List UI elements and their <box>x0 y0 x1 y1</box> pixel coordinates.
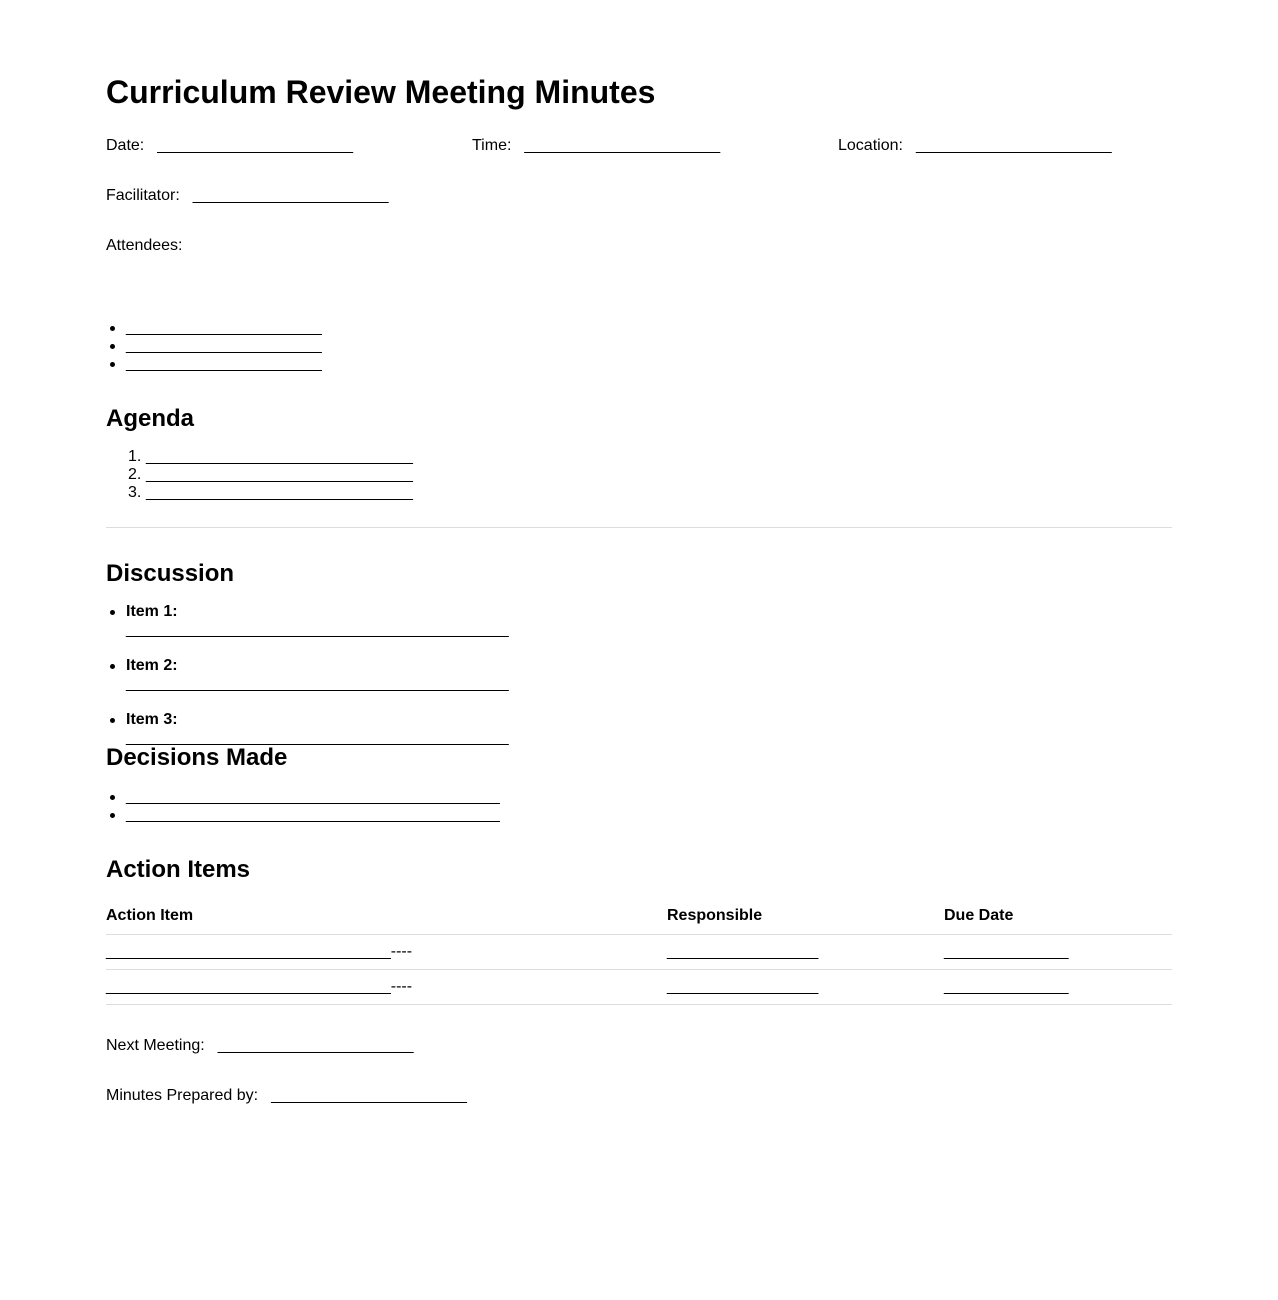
column-header-action-item: Action Item <box>106 898 667 935</box>
decision-blank[interactable]: __________________________________________ <box>106 806 500 824</box>
attendees-list <box>106 319 322 373</box>
agenda-blank[interactable]: ______________________________ <box>146 466 413 483</box>
agenda-heading: Agenda <box>106 405 195 432</box>
location-blank[interactable]: ______________________ <box>915 137 1112 154</box>
attendees-label: Attendees: <box>106 237 183 254</box>
prepared-by-blank[interactable]: ______________________ <box>271 1087 467 1104</box>
location-label: Location: <box>838 137 903 154</box>
discussion-item-label: Item 2: <box>126 657 178 674</box>
table-row <box>106 970 1172 1005</box>
agenda-number: 2. <box>128 466 142 483</box>
next-meeting-label: Next Meeting: <box>106 1037 205 1054</box>
discussion-blank[interactable]: ___________________________________________ <box>126 621 509 638</box>
discussion-item[interactable] <box>106 657 509 693</box>
agenda-item[interactable] <box>106 484 413 502</box>
action-items-table <box>106 898 1172 1005</box>
facilitator-blank[interactable]: ______________________ <box>192 187 389 204</box>
action-item-cell[interactable]: ________________________________---- <box>106 935 667 970</box>
decisions-heading: Decisions Made <box>106 744 288 771</box>
column-header-responsible: Responsible <box>667 898 944 935</box>
action-item-cell[interactable]: ________________________________---- <box>106 970 667 1005</box>
responsible-cell[interactable]: _________________ <box>667 935 944 970</box>
due-date-cell[interactable]: ______________ <box>944 935 1172 970</box>
responsible-cell[interactable]: _________________ <box>667 970 944 1005</box>
page-title: Curriculum Review Meeting Minutes <box>106 74 656 110</box>
discussion-item-label: Item 1: <box>126 603 178 620</box>
attendee-blank[interactable]: ______________________ <box>106 337 322 355</box>
time-field[interactable] <box>472 136 720 156</box>
agenda-number: 3. <box>128 484 142 501</box>
time-label: Time: <box>472 137 512 154</box>
agenda-item[interactable] <box>106 466 413 484</box>
location-field[interactable] <box>838 136 1112 156</box>
table-row <box>106 935 1172 970</box>
agenda-list <box>106 448 413 502</box>
column-header-due-date: Due Date <box>944 898 1172 935</box>
discussion-item[interactable] <box>106 603 509 639</box>
action-items-heading: Action Items <box>106 856 251 883</box>
decision-blank[interactable]: __________________________________________ <box>106 788 500 806</box>
discussion-blank[interactable]: ___________________________________________ <box>126 675 509 692</box>
due-date-cell[interactable]: ______________ <box>944 970 1172 1005</box>
section-divider <box>106 527 1172 528</box>
attendee-blank[interactable]: ______________________ <box>106 355 322 373</box>
next-meeting-blank[interactable]: ______________________ <box>217 1037 414 1054</box>
discussion-heading: Discussion <box>106 560 235 587</box>
prepared-by-label: Minutes Prepared by: <box>106 1087 259 1104</box>
date-blank[interactable]: ______________________ <box>157 137 354 154</box>
next-meeting-field[interactable] <box>106 1036 413 1056</box>
facilitator-label: Facilitator: <box>106 187 180 204</box>
facilitator-field[interactable] <box>106 186 389 206</box>
date-field[interactable] <box>106 136 353 156</box>
agenda-blank[interactable]: ______________________________ <box>146 448 413 465</box>
agenda-number: 1. <box>128 448 142 465</box>
time-blank[interactable]: ______________________ <box>524 137 721 154</box>
date-label: Date: <box>106 137 145 154</box>
agenda-item[interactable] <box>106 448 413 466</box>
attendee-blank[interactable]: ______________________ <box>106 319 322 337</box>
discussion-blank[interactable]: ___________________________________________ <box>126 729 509 746</box>
discussion-item[interactable] <box>106 711 509 747</box>
prepared-by-field[interactable] <box>106 1086 467 1106</box>
discussion-item-label: Item 3: <box>126 711 178 728</box>
decisions-list <box>106 788 500 824</box>
discussion-list <box>106 603 509 765</box>
agenda-blank[interactable]: ______________________________ <box>146 484 413 501</box>
